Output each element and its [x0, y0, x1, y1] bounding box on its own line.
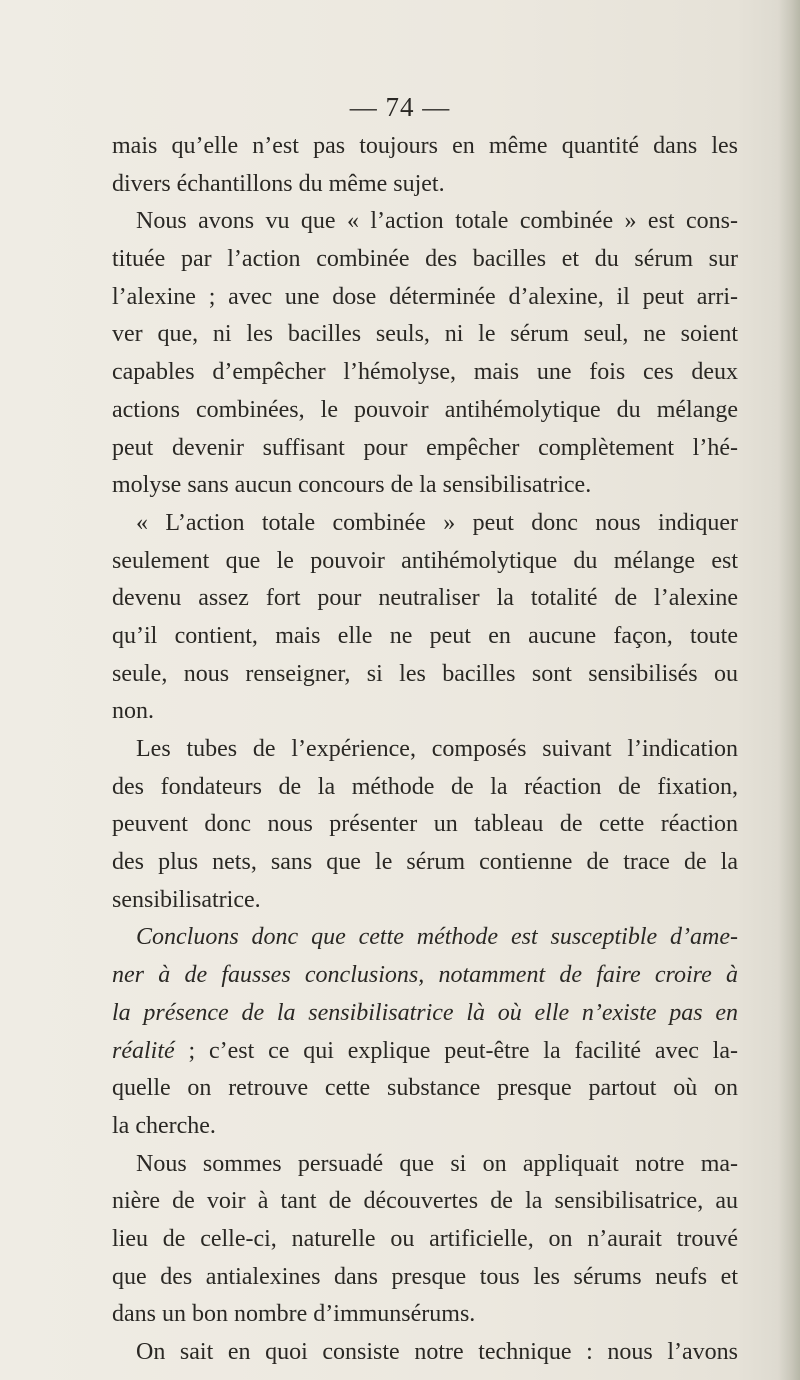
text-line: actions combinées, le pouvoir antihémolytique du mélange — [112, 396, 738, 423]
text-line: lieu de celle-ci, naturelle ou artificielle, on n’aurait trouvé — [112, 1225, 738, 1252]
body-text — [112, 128, 738, 1372]
text-line: peuvent donc nous présenter un tableau de cette réaction — [112, 811, 738, 838]
text-line: molyse sans aucun concours de la sensibilisatrice. — [112, 472, 592, 499]
text-line: « L’action totale combinée » peut donc nous indiquer — [136, 509, 738, 536]
roman-fragment: ; c’est ce qui explique peut-être la facilité avec la- — [174, 1037, 738, 1064]
text-line: non. — [112, 698, 154, 725]
text-line: divers échantillons du même sujet. — [112, 170, 445, 197]
text-line: qu’il contient, mais elle ne peut en aucune façon, toute — [112, 622, 738, 649]
text-line-mixed — [112, 1033, 738, 1071]
text-line: devenu assez fort pour neutraliser la totalité de l’alexine — [112, 585, 738, 612]
text-line-italic: la présence de la sensibilisatrice là où elle n’existe pas en — [112, 999, 738, 1026]
text-line: sensibilisatrice. — [112, 886, 261, 913]
text-line: ver que, ni les bacilles seuls, ni le sérum seul, ne soient — [112, 321, 738, 348]
text-line: des fondateurs de la méthode de la réaction de fixation, — [112, 773, 738, 800]
text-line: tituée par l’action combinée des bacilles et du sérum sur — [112, 246, 738, 273]
text-line: peut devenir suffisant pour empêcher complètement l’hé- — [112, 434, 738, 461]
text-line: mais qu’elle n’est pas toujours en même quantité dans les — [112, 133, 738, 159]
text-line: l’alexine ; avec une dose déterminée d’alexine, il peut arri- — [112, 283, 738, 310]
text-line: la cherche. — [112, 1112, 216, 1139]
text-line: Nous avons vu que « l’action totale combinée » est cons- — [136, 208, 738, 235]
text-line: Les tubes de l’expérience, composés suivant l’indication — [136, 736, 738, 762]
text-line: seule, nous renseigner, si les bacilles sont sensibilisés ou — [112, 660, 738, 687]
text-line-italic: Concluons donc que cette méthode est susceptible d’ame- — [136, 924, 738, 951]
text-line: nière de voir à tant de découvertes de la sensibilisatrice, au — [112, 1188, 738, 1215]
text-line: Nous sommes persuadé que si on appliquait notre ma- — [136, 1150, 738, 1177]
text-line-italic: ner à de fausses conclusions, notamment de faire croire à — [112, 962, 738, 989]
italic-fragment: réalité — [112, 1037, 175, 1064]
text-line: quelle on retrouve cette substance presque partout où on — [112, 1075, 738, 1102]
text-line: dans un bon nombre d’immunsérums. — [112, 1301, 476, 1328]
text-line: seulement que le pouvoir antihémolytique du mélange est — [112, 547, 738, 574]
text-line: capables d’empêcher l’hémolyse, mais une fois ces deux — [112, 359, 738, 386]
text-line: que des antialexines dans presque tous les sérums neufs et — [112, 1263, 738, 1290]
text-line: des plus nets, sans que le sérum contienne de trace de la — [112, 849, 738, 876]
text-line: On sait en quoi consiste notre technique : nous l’avons — [136, 1339, 738, 1365]
page-number: — 74 — — [349, 92, 451, 122]
page-edge-shadow — [778, 0, 800, 1380]
